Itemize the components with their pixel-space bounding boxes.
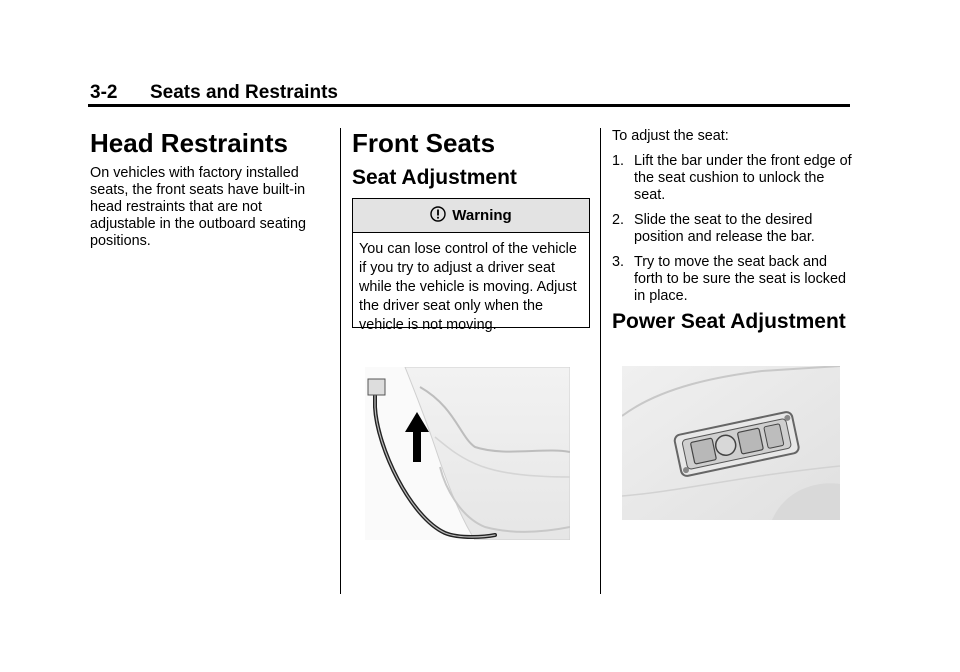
warning-header [353,199,589,233]
step-number: 1. [612,153,625,169]
warning-text: You can lose control of the vehicle if you try to adjust a driver seat while the vehicle is moving. Adjust the driver seat only when the vehicle is not moving. [359,241,577,333]
adjust-intro: To adjust the seat: [612,128,729,144]
adjust-steps [612,153,852,313]
list-item [612,254,852,305]
seat-adjustment-heading: Seat Adjustment [352,166,517,189]
list-item [612,153,852,204]
warning-icon [430,206,446,226]
step-text: Slide the seat to the desired position and release the bar. [634,212,815,245]
front-seats-heading: Front Seats [352,128,496,158]
power-seat-illustration [622,366,840,520]
power-seat-heading: Power Seat Adjustment [612,310,846,333]
column-divider [600,128,601,594]
step-text: Try to move the seat back and forth to be sure the seat is locked in place. [634,254,846,304]
section-title: Seats and Restraints [150,82,338,103]
head-restraints-body: On vehicles with factory installed seats, the front seats have built-in head restraints that are not adjustable in the outboard seating positions. [90,165,307,249]
page-number: 3-2 [90,82,118,103]
header-rule [88,104,850,107]
head-restraints-heading: Head Restraints [90,128,288,158]
step-number: 2. [612,212,625,228]
seat-bar-illustration [365,367,570,540]
warning-box [352,198,590,333]
list-item [612,212,852,246]
step-text: Lift the bar under the front edge of the seat cushion to unlock the seat. [634,153,852,203]
warning-label: Warning [452,207,512,224]
column-divider [340,128,341,594]
step-number: 3. [612,254,625,270]
